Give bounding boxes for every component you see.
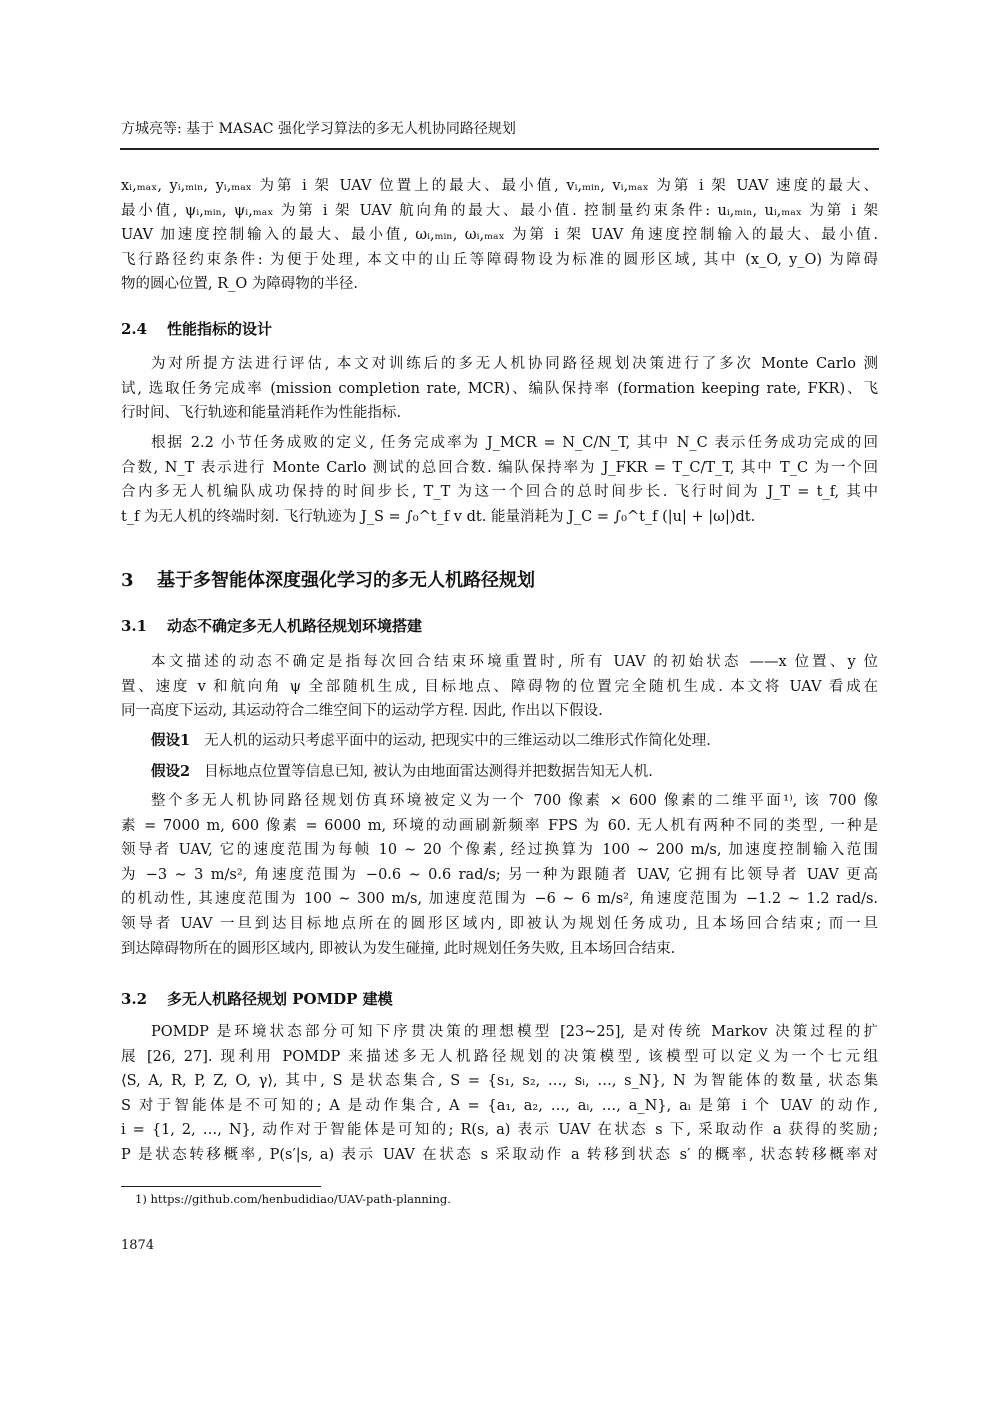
text-line: 领导者 UAV 一旦到达目标地点所在的圆形区域内, 即被认为规划任务成功, 且本场回合结束; 而一旦 [121, 915, 878, 932]
text-line: ⟨S, A, R, P, Z, O, γ⟩, 其中, S 是状态集合, S = {s₁, s₂, …, sᵢ, …, s_N}, N 为智能体的数量, 状态集 [121, 1073, 878, 1090]
text-line: POMDP 是环境状态部分可知下序贯决策的理想模型 [23∼25], 是对传统 Markov 决策过程的扩 [151, 1024, 878, 1040]
text-line: UAV 加速度控制输入的最大、最小值, ωᵢ,ₘᵢₙ, ωᵢ,ₘₐₓ 为第 i 架 UAV 角速度控制输入的最大、最小值. [121, 227, 878, 244]
text-line: t_f 为无人机的终端时刻. 飞行轨迹为 J_S = ∫₀^t_f v dt. 能量消耗为 J_C = ∫₀^t_f (|u| + |ω|)dt. [121, 508, 756, 525]
paragraph [121, 431, 878, 529]
text-line: 物的圆心位置, R_O 为障碍物的半径. [121, 276, 358, 293]
text-line: 同一高度下运动, 其运动符合二维空间下的运动学方程. 因此, 作出以下假设. [121, 703, 603, 720]
text-line: 到达障碍物所在的圆形区域内, 即被认为发生碰撞, 此时规划任务失败, 且本场回合结束. [121, 940, 676, 957]
text-line: 根据 2.2 小节任务成败的定义, 任务完成率为 J_MCR = N_C/N_T, 其中 N_C 表示任务成功完成的回 [151, 435, 878, 451]
paragraph [121, 352, 878, 426]
text-line: S 对于智能体是不可知的; A 是动作集合, A = {a₁, a₂, …, aᵢ, …, a_N}, aᵢ 是第 i 个 UAV 的动作, [121, 1097, 878, 1114]
paragraph [121, 789, 878, 961]
text-line: 领导者 UAV, 它的速度范围为每帧 10 ∼ 20 个像素, 经过换算为 100 ∼ 200 m/s, 加速度控制输入范围 [121, 842, 878, 859]
text-line: 的机动性, 其速度范围为 100 ∼ 300 m/s, 加速度范围为 −6 ∼ 6 m/s², 角速度范围为 −1.2 ∼ 1.2 rad/s. [121, 891, 878, 908]
text-line: 本文描述的动态不确定是指每次回合结束环境重置时, 所有 UAV 的初始状态 ——x 位置、y 位 [151, 654, 878, 670]
paragraph [121, 174, 878, 297]
text-line: 为 −3 ∼ 3 m/s², 角速度范围为 −0.6 ∼ 0.6 rad/s; 另一种为跟随者 UAV, 它拥有比领导者 UAV 更高 [121, 866, 878, 883]
paragraph [121, 1020, 878, 1168]
text-line: xᵢ,ₘₐₓ, yᵢ,ₘᵢₙ, yᵢ,ₘₐₓ 为第 i 架 UAV 位置上的最大、最小值, vᵢ,ₘᵢₙ, vᵢ,ₘₐₓ 为第 i 架 UAV 速度的最大、 [121, 178, 878, 194]
text-line: 素 = 7000 m, 600 像素 = 6000 m, 环境的动画刷新频率 FPS 为 60. 无人机有两种不同的类型, 一种是 [121, 817, 878, 834]
text-line: 为对所提方法进行评估, 本文对训练后的多无人机协同路径规划决策进行了多次 Monte Carlo 测 [151, 356, 878, 372]
section-heading-3-1: 3.1 动态不确定多无人机路径规划环境搭建 [121, 617, 423, 635]
footnote-rule [121, 1186, 321, 1187]
section-heading-2-4: 2.4 性能指标的设计 [121, 320, 273, 338]
footnote-link[interactable]: 1) https://github.com/henbudidiao/UAV-path-planning. [135, 1192, 451, 1206]
assumption-2: 假设2 目标地点位置等信息已知, 被认为由地面雷达测得并把数据告知无人机. [151, 763, 653, 780]
text-line: 飞行路径约束条件: 为便于处理, 本文中的山丘等障碍物设为标准的圆形区域, 其中 (x_O, y_O) 为障碍 [121, 251, 878, 268]
text-line: 合数, N_T 表示进行 Monte Carlo 测试的总回合数. 编队保持率为 J_FKR = T_C/T_T, 其中 T_C 为一个回 [121, 459, 878, 476]
running-header: 方城亮等: 基于 MASAC 强化学习算法的多无人机协同路径规划 [121, 121, 516, 137]
page-number: 1874 [121, 1238, 155, 1253]
text-line: 最小值, ψᵢ,ₘᵢₙ, ψᵢ,ₘₐₓ 为第 i 架 UAV 航向角的最大、最小值. 控制量约束条件: uᵢ,ₘᵢₙ, uᵢ,ₘₐₓ 为第 i 架 [121, 202, 878, 219]
text-line: P 是状态转移概率, P(s′|s, a) 表示 UAV 在状态 s 采取动作 a 转移到状态 s′ 的概率, 状态转移概率对 [121, 1146, 878, 1163]
text-line: 置、速度 v 和航向角 ψ 全部随机生成, 目标地点、障碍物的位置完全随机生成. 本文将 UAV 看成在 [121, 678, 878, 695]
section-heading-3: 3 基于多智能体深度强化学习的多无人机路径规划 [121, 570, 535, 591]
text-line: 试, 选取任务完成率 (mission completion rate, MCR)、编队保持率 (formation keeping rate, FKR)、飞 [121, 380, 878, 397]
text-line: i = {1, 2, …, N}, 动作对于智能体是可知的; R(s, a) 表示 UAV 在状态 s 下, 采取动作 a 获得的奖励; [121, 1122, 878, 1139]
text-line: 整个多无人机协同路径规划仿真环境被定义为一个 700 像素 × 600 像素的二维平面¹⁾, 该 700 像 [151, 793, 878, 809]
text-line: 行时间、飞行轨迹和能量消耗作为性能指标. [121, 405, 402, 422]
section-heading-3-2: 3.2 多无人机路径规划 POMDP 建模 [121, 990, 393, 1008]
text-line: 合内多无人机编队成功保持的时间步长, T_T 为这一个回合的总时间步长. 飞行时间为 J_T = t_f, 其中 [121, 484, 878, 501]
text-line: 展 [26, 27]. 现利用 POMDP 来描述多无人机路径规划的决策模型, 该模型可以定义为一个七元组 [121, 1048, 878, 1065]
assumption-1: 假设1 无人机的运动只考虑平面中的运动, 把现实中的三维运动以二维形式作简化处理. [151, 732, 711, 749]
header-rule [120, 148, 879, 150]
paragraph [121, 650, 878, 724]
